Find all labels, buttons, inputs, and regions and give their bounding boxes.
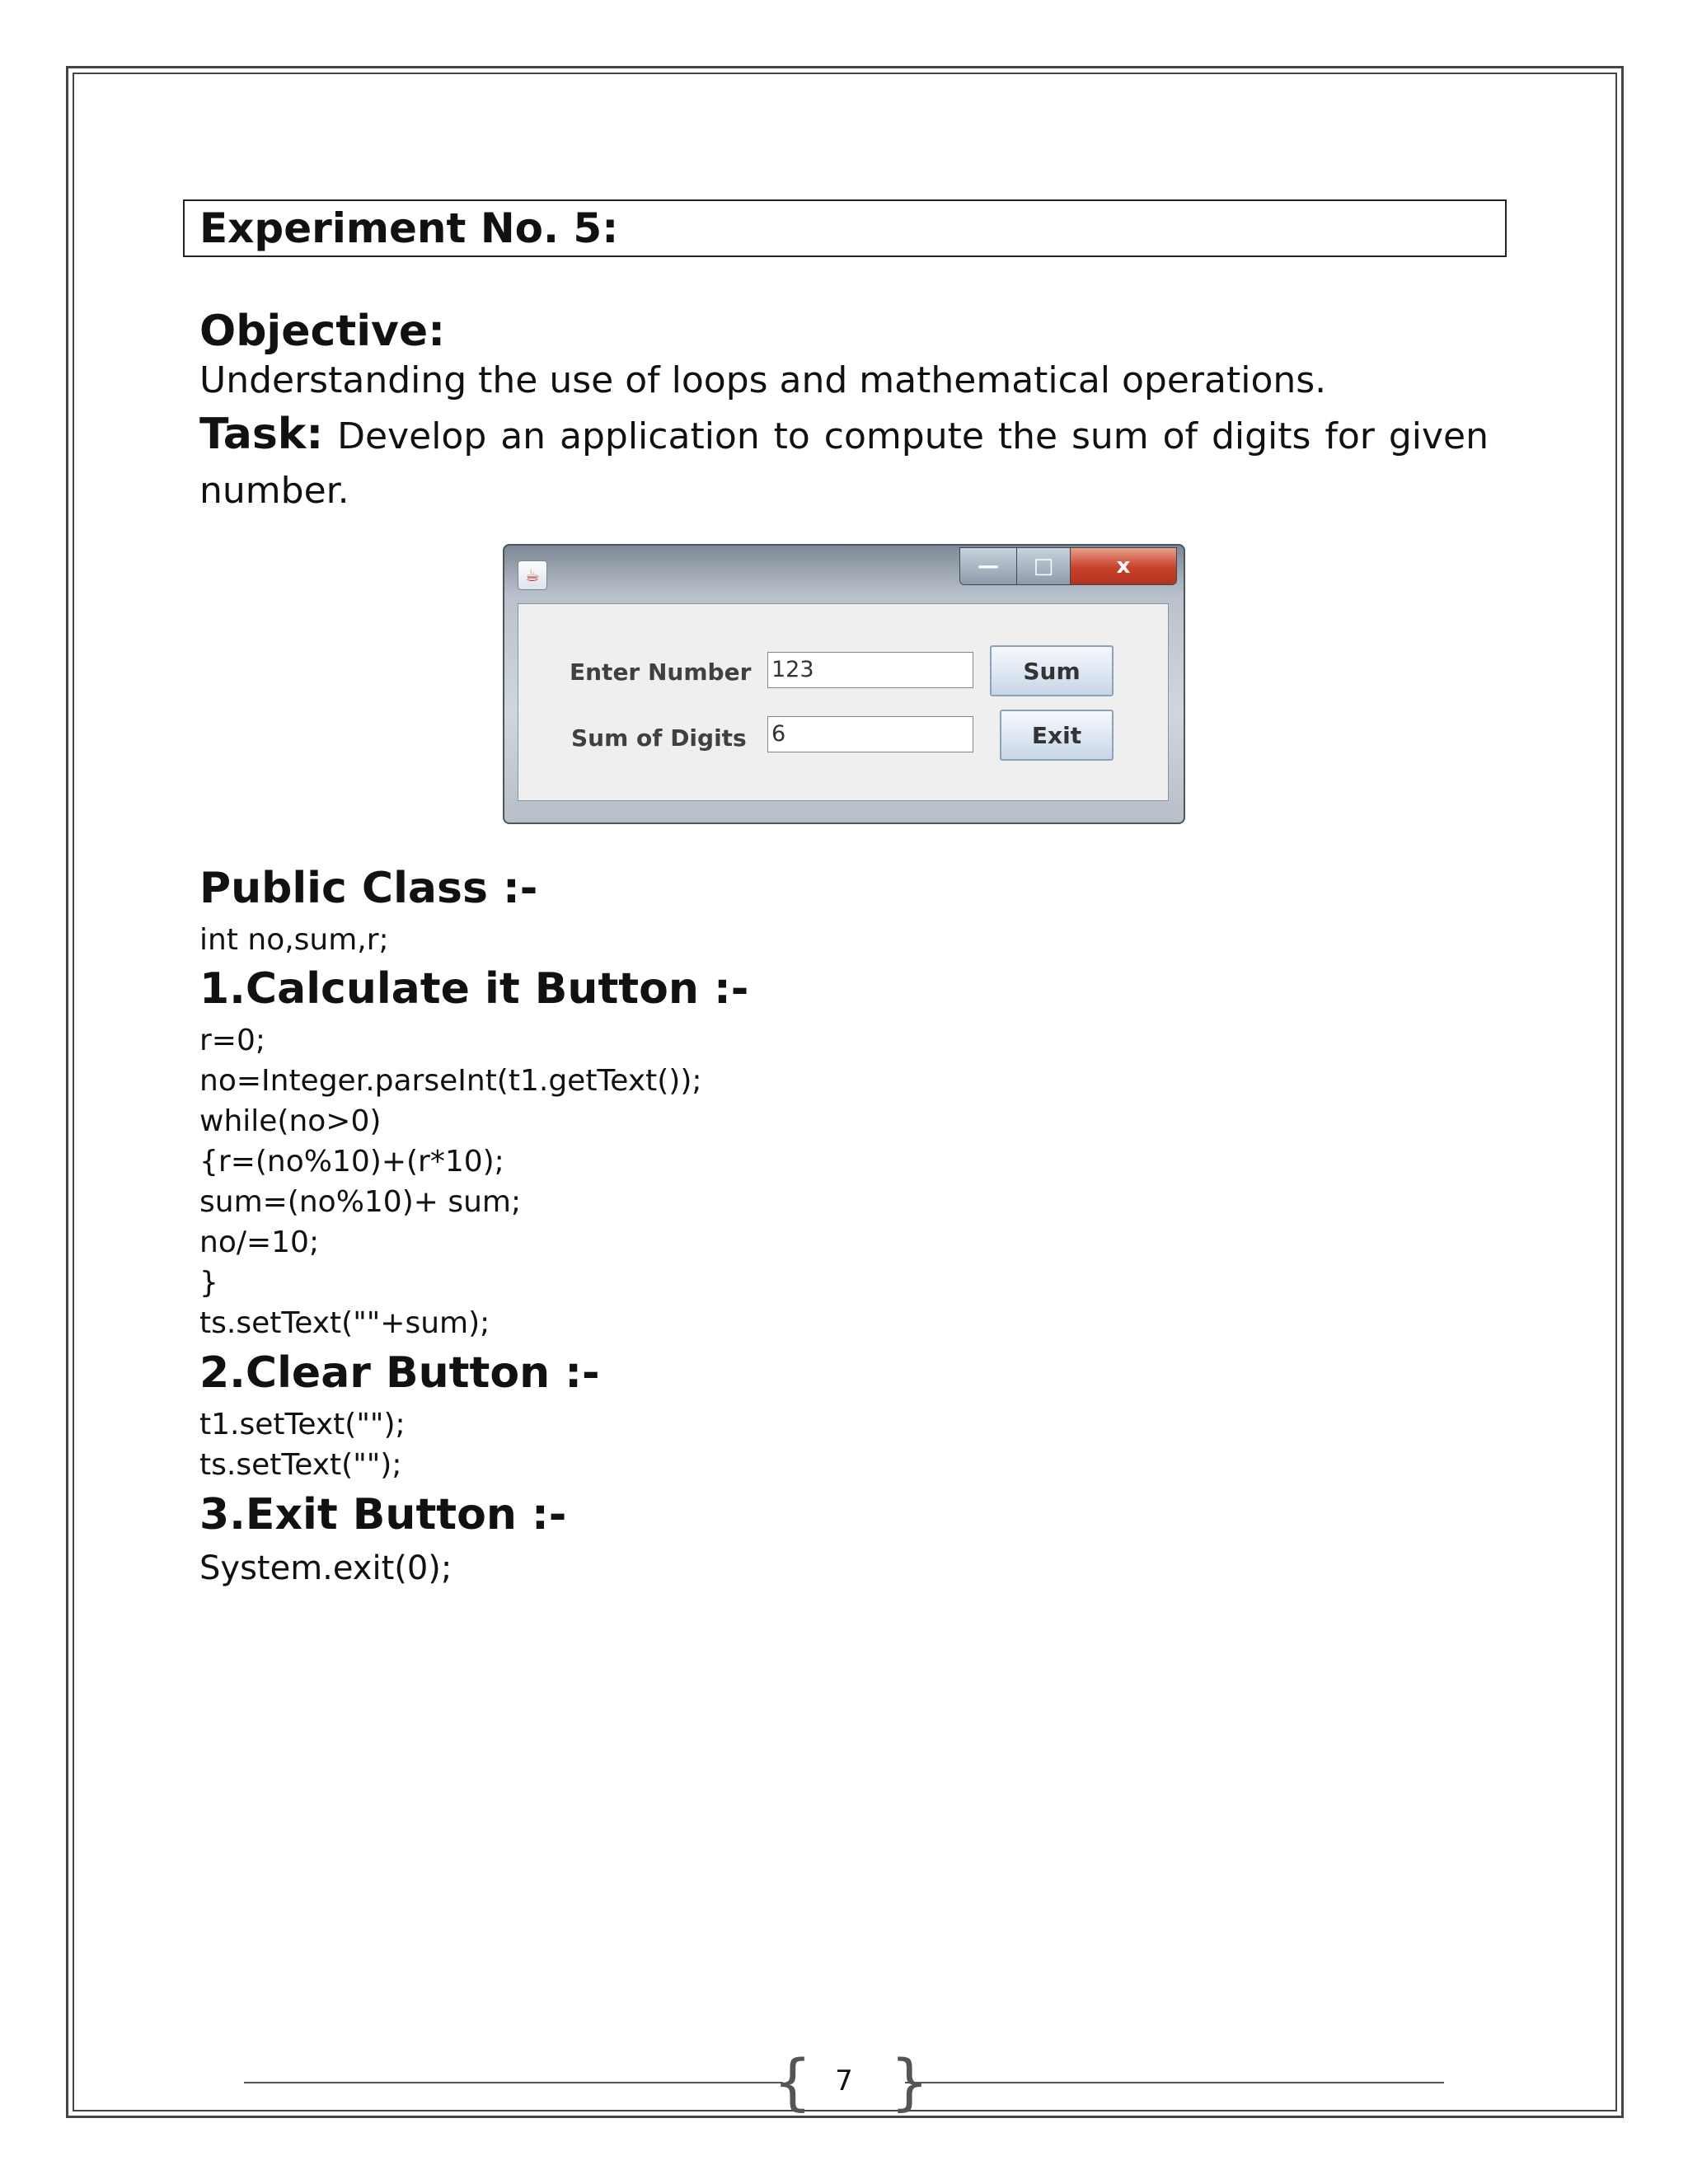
sum-button[interactable]: Sum bbox=[990, 645, 1114, 696]
task-text: Develop an application to compute the sum of digits for given number. bbox=[199, 415, 1489, 512]
code-line: {r=(no%10)+(r*10); bbox=[199, 1145, 504, 1179]
code-line: int no,sum,r; bbox=[199, 923, 389, 957]
java-app-icon: ☕ bbox=[518, 560, 547, 590]
code-line: ts.setText(""); bbox=[199, 1448, 402, 1482]
calculate-button-heading: 1.Calculate it Button :- bbox=[199, 964, 749, 1014]
public-class-heading: Public Class :- bbox=[199, 864, 538, 913]
footer-right-brace: } bbox=[890, 2047, 930, 2118]
maximize-button[interactable]: □ bbox=[1017, 548, 1071, 584]
code-line: no/=10; bbox=[199, 1226, 320, 1259]
objective-heading: Objective: bbox=[199, 307, 445, 356]
code-line: System.exit(0); bbox=[199, 1549, 452, 1587]
code-line: t1.setText(""); bbox=[199, 1408, 406, 1441]
enter-number-field[interactable]: 123 bbox=[767, 652, 973, 688]
sum-of-digits-label: Sum of Digits bbox=[571, 724, 747, 752]
code-line: } bbox=[199, 1266, 218, 1300]
close-button[interactable]: x bbox=[1071, 548, 1176, 584]
code-line: sum=(no%10)+ sum; bbox=[199, 1185, 522, 1219]
enter-number-label: Enter Number bbox=[570, 658, 752, 686]
task-paragraph bbox=[199, 407, 1489, 518]
sum-of-digits-field[interactable]: 6 bbox=[767, 716, 973, 752]
window-controls bbox=[959, 547, 1177, 585]
footer-left-brace: { bbox=[773, 2047, 813, 2118]
experiment-title: Experiment No. 5: bbox=[199, 204, 619, 252]
footer-rule-left bbox=[244, 2082, 783, 2083]
code-line: while(no>0) bbox=[199, 1104, 382, 1138]
clear-button-heading: 2.Clear Button :- bbox=[199, 1348, 600, 1398]
sum-of-digits-app-window bbox=[503, 544, 1185, 824]
code-line: ts.setText(""+sum); bbox=[199, 1306, 490, 1340]
objective-text: Understanding the use of loops and mathematical operations. bbox=[199, 359, 1327, 401]
exit-button[interactable]: Exit bbox=[1000, 710, 1114, 761]
exit-button-heading: 3.Exit Button :- bbox=[199, 1490, 567, 1540]
minimize-button[interactable]: — bbox=[960, 548, 1017, 584]
window-content-panel bbox=[518, 603, 1169, 801]
code-line: no=Integer.parseInt(t1.getText()); bbox=[199, 1064, 702, 1098]
footer-rule-right bbox=[905, 2082, 1444, 2083]
task-label: Task: bbox=[199, 410, 324, 459]
experiment-title-box bbox=[183, 199, 1507, 257]
code-line: r=0; bbox=[199, 1024, 265, 1057]
page-number: 7 bbox=[835, 2064, 853, 2097]
